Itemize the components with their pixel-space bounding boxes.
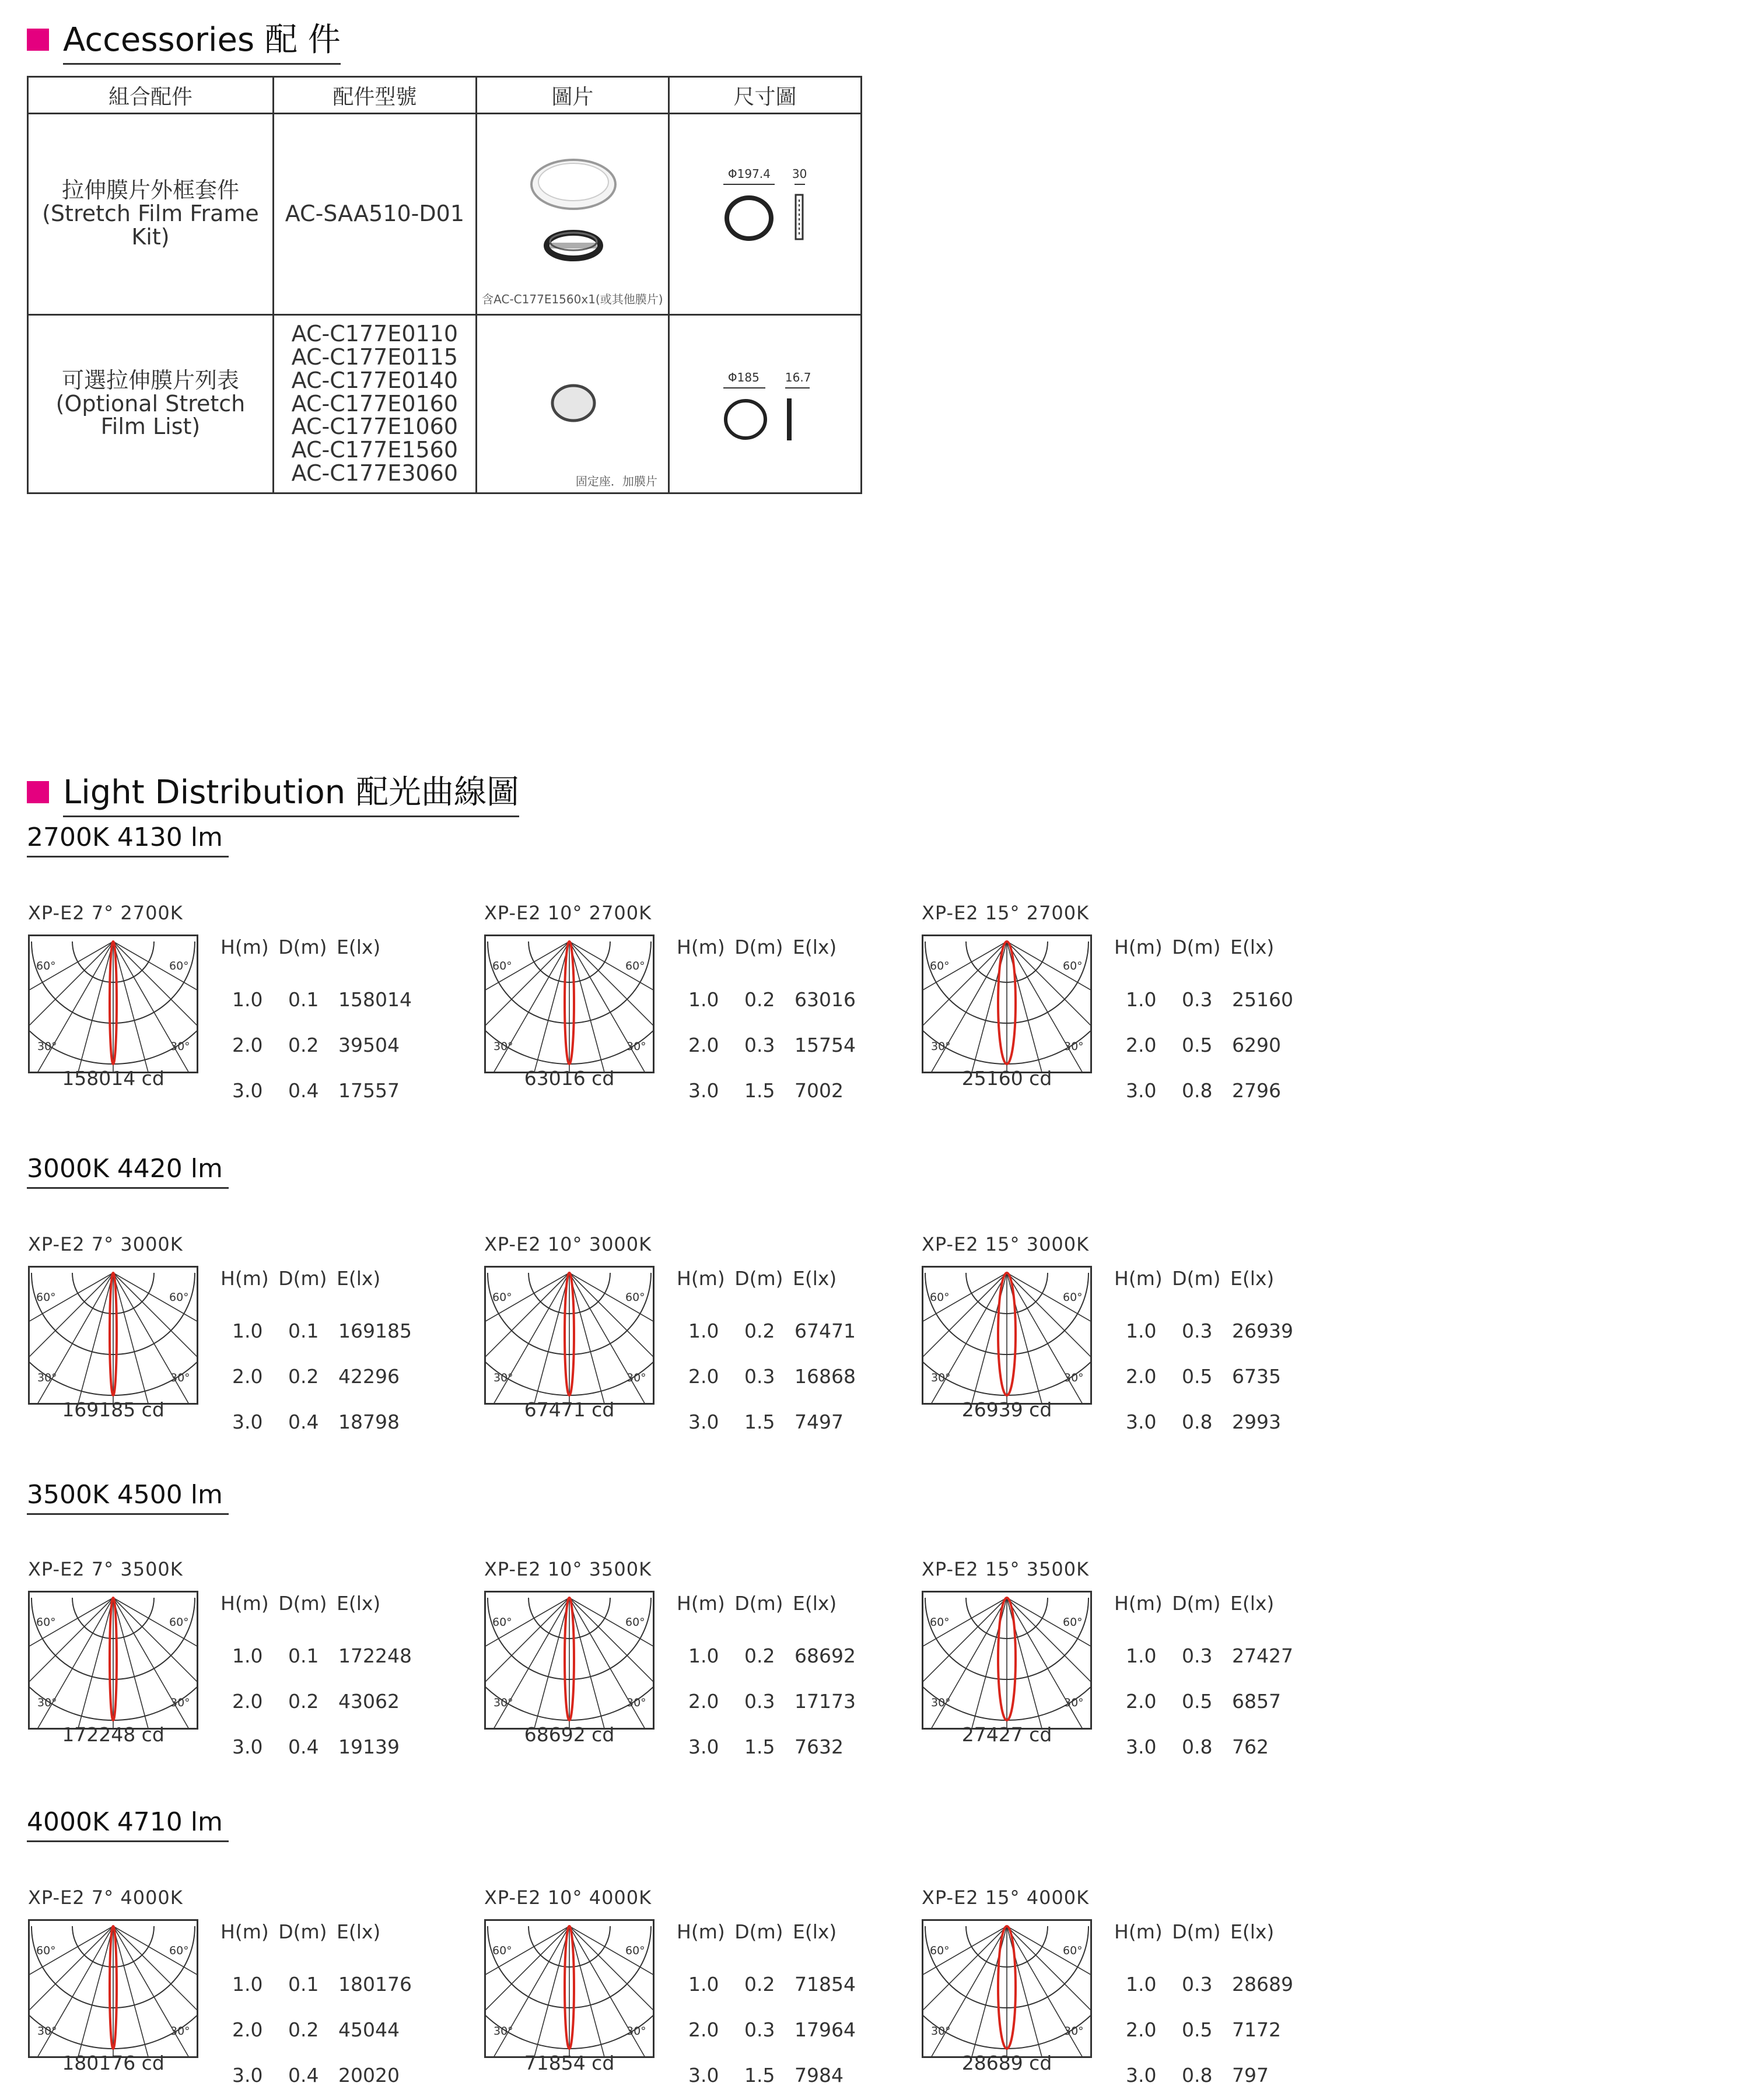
table-row: [28, 315, 862, 494]
kit-model-cell: [273, 114, 476, 315]
illuminance-value: 2796: [1232, 1079, 1281, 1102]
height-value: 3.0: [232, 1410, 263, 1433]
illuminance-table-header: H(m) D(m) E(lx): [1114, 1920, 1275, 1943]
angle-label: 30°: [931, 1696, 951, 1709]
group-title: 3500K 4500 lm: [27, 1480, 229, 1515]
peak-intensity-label: 68692 cd: [524, 1723, 615, 1746]
unit-label: XP-E2 7° 3500K: [28, 1558, 183, 1580]
height-value: 2.0: [1126, 1690, 1157, 1713]
film-image-note: 固定座．加膜片: [575, 474, 657, 488]
distance-value: 1.5: [744, 2064, 775, 2087]
illuminance-value: 42296: [338, 1365, 400, 1388]
height-value: 2.0: [232, 1034, 263, 1056]
illuminance-value: 172248: [338, 1644, 412, 1667]
distance-value: 0.8: [1182, 1735, 1213, 1758]
accessories-title: Accessories 配 件: [63, 14, 341, 65]
angle-label: 60°: [930, 1291, 950, 1304]
film-name-en-1: (Optional Stretch: [55, 390, 246, 416]
film-model: AC-C177E3060: [291, 460, 459, 487]
angle-label: 30°: [494, 1696, 513, 1709]
peak-intensity-label: 26939 cd: [961, 1398, 1052, 1421]
film-dimension-cell: [668, 315, 861, 494]
polar-chart: [484, 935, 654, 1073]
height-value: 1.0: [688, 1973, 719, 1996]
illuminance-table-header: H(m) D(m) E(lx): [1114, 936, 1275, 958]
angle-label: 60°: [169, 1291, 189, 1304]
angle-label: 60°: [492, 1291, 512, 1304]
accent-square-icon: [27, 29, 49, 51]
height-value: 2.0: [1126, 1365, 1157, 1388]
unit-label: XP-E2 15° 4000K: [922, 1887, 1090, 1909]
angle-label: 60°: [625, 1291, 645, 1304]
height-value: 3.0: [688, 2064, 719, 2087]
polar-chart: [484, 1591, 654, 1730]
distance-value: 0.5: [1182, 1365, 1213, 1388]
frame-kit-image: [515, 155, 632, 289]
distance-value: 0.2: [744, 1973, 775, 1996]
height-value: 2.0: [688, 1365, 719, 1388]
light-distribution-title: Light Distribution 配光曲線圖: [63, 766, 519, 817]
angle-label: 30°: [931, 1040, 951, 1053]
illuminance-table-header: H(m) D(m) E(lx): [1114, 1592, 1275, 1615]
height-value: 2.0: [232, 2018, 263, 2041]
illuminance-value: 26939: [1232, 1320, 1293, 1342]
angle-label: 60°: [36, 960, 56, 972]
angle-label: 60°: [492, 960, 512, 972]
height-value: 2.0: [688, 1690, 719, 1713]
polar-chart: [484, 1266, 654, 1405]
angle-label: 30°: [626, 1040, 646, 1053]
film-model: AC-C177E1560: [291, 437, 459, 463]
angle-label: 60°: [625, 960, 645, 972]
angle-label: 30°: [37, 1040, 57, 1053]
distance-value: 0.2: [288, 1034, 319, 1056]
illuminance-value: 762: [1232, 1735, 1269, 1758]
film-models-cell: [273, 315, 476, 494]
height-value: 2.0: [1126, 1034, 1157, 1056]
polar-chart: [922, 1919, 1092, 2058]
angle-label: 30°: [170, 1371, 190, 1384]
group-title: 3000K 4420 lm: [27, 1154, 229, 1189]
film-model: AC-C177E0115: [291, 344, 459, 370]
angle-label: 60°: [1063, 1944, 1083, 1957]
film-dim-height: 16.7: [785, 370, 811, 384]
angle-label: 60°: [930, 1944, 950, 1957]
illuminance-table-header: H(m) D(m) E(lx): [677, 936, 837, 958]
header-dimension: 尺寸圖: [668, 77, 861, 114]
film-image-cell: [476, 315, 668, 494]
angle-label: 30°: [626, 1696, 646, 1709]
height-value: 3.0: [688, 1735, 719, 1758]
unit-label: XP-E2 10° 4000K: [484, 1887, 652, 1909]
height-value: 3.0: [232, 2064, 263, 2087]
kit-image-cell: [476, 114, 668, 315]
illuminance-value: 169185: [338, 1320, 412, 1342]
illuminance-value: 6735: [1232, 1365, 1281, 1388]
illuminance-value: 19139: [338, 1735, 400, 1758]
height-value: 1.0: [232, 1320, 263, 1342]
illuminance-value: 43062: [338, 1690, 400, 1713]
polar-chart: [28, 935, 198, 1073]
kit-dim-diameter: Φ197.4: [727, 167, 771, 181]
film-image: [544, 380, 603, 426]
kit-dimension-drawing: [716, 182, 856, 264]
kit-name-cn: 拉伸膜片外框套件: [61, 177, 239, 204]
distance-value: 0.4: [288, 1410, 319, 1433]
illuminance-value: 7984: [794, 2064, 844, 2087]
angle-label: 60°: [1063, 960, 1083, 972]
kit-dimension-cell: [668, 114, 861, 315]
height-value: 3.0: [232, 1735, 263, 1758]
height-value: 1.0: [232, 1973, 263, 1996]
illuminance-value: 67471: [794, 1320, 856, 1342]
group-title: 2700K 4130 lm: [27, 822, 229, 858]
peak-intensity-label: 25160 cd: [961, 1067, 1052, 1090]
illuminance-value: 7632: [794, 1735, 844, 1758]
angle-label: 60°: [36, 1944, 56, 1957]
kit-name-cell: [28, 114, 274, 315]
illuminance-value: 158014: [338, 988, 412, 1011]
height-value: 1.0: [688, 1644, 719, 1667]
angle-label: 30°: [626, 1371, 646, 1384]
film-model: AC-C177E1060: [291, 414, 459, 440]
distance-value: 0.1: [288, 1973, 319, 1996]
illuminance-value: 39504: [338, 1034, 400, 1056]
polar-chart: [922, 935, 1092, 1073]
header-kit: 組合配件: [28, 77, 274, 114]
illuminance-value: 7172: [1232, 2018, 1281, 2041]
kit-image-note: 含AC-C177E1560x1(或其他膜片): [482, 292, 663, 306]
illuminance-value: 6290: [1232, 1034, 1281, 1056]
illuminance-table-header: H(m) D(m) E(lx): [1114, 1267, 1275, 1290]
height-value: 3.0: [688, 1079, 719, 1102]
illuminance-table-header: H(m) D(m) E(lx): [220, 936, 381, 958]
polar-chart: [28, 1591, 198, 1730]
peak-intensity-label: 27427 cd: [961, 1723, 1052, 1746]
accessories-table: [27, 76, 862, 494]
angle-label: 60°: [36, 1291, 56, 1304]
distance-value: 0.3: [1182, 1320, 1213, 1342]
illuminance-value: 16868: [794, 1365, 856, 1388]
height-value: 3.0: [232, 1079, 263, 1102]
distance-value: 0.5: [1182, 1690, 1213, 1713]
height-value: 2.0: [688, 2018, 719, 2041]
film-name-cn: 可選拉伸膜片列表: [61, 367, 239, 393]
height-value: 1.0: [232, 1644, 263, 1667]
kit-dim-height: 30: [792, 167, 807, 181]
illuminance-table-header: H(m) D(m) E(lx): [677, 1592, 837, 1615]
polar-chart: [922, 1591, 1092, 1730]
peak-intensity-label: 71854 cd: [524, 2052, 615, 2074]
film-dimension-drawing: [716, 386, 856, 450]
film-name-cell: [28, 315, 274, 494]
angle-label: 30°: [170, 1696, 190, 1709]
polar-chart: [922, 1266, 1092, 1405]
distance-value: 0.3: [744, 1034, 775, 1056]
illuminance-table-header: H(m) D(m) E(lx): [677, 1267, 837, 1290]
angle-label: 30°: [1064, 1040, 1084, 1053]
illuminance-table-header: H(m) D(m) E(lx): [220, 1267, 381, 1290]
group-title: 4000K 4710 lm: [27, 1807, 229, 1842]
angle-label: 30°: [494, 2025, 513, 2038]
peak-intensity-label: 172248 cd: [62, 1723, 164, 1746]
distance-value: 0.8: [1182, 1410, 1213, 1433]
height-value: 1.0: [232, 988, 263, 1011]
distance-value: 0.2: [288, 1365, 319, 1388]
unit-label: XP-E2 10° 2700K: [484, 902, 652, 924]
height-value: 2.0: [232, 1690, 263, 1713]
angle-label: 30°: [494, 1040, 513, 1053]
angle-label: 30°: [626, 2025, 646, 2038]
height-value: 2.0: [232, 1365, 263, 1388]
distance-value: 1.5: [744, 1410, 775, 1433]
illuminance-value: 17964: [794, 2018, 856, 2041]
height-value: 1.0: [688, 988, 719, 1011]
illuminance-value: 6857: [1232, 1690, 1281, 1713]
illuminance-value: 45044: [338, 2018, 400, 2041]
film-name-en-2: Film List): [100, 414, 201, 440]
angle-label: 30°: [37, 1696, 57, 1709]
table-row: [28, 114, 862, 315]
height-value: 3.0: [688, 1410, 719, 1433]
illuminance-value: 17173: [794, 1690, 856, 1713]
angle-label: 60°: [492, 1944, 512, 1957]
height-value: 3.0: [1126, 1735, 1157, 1758]
polar-chart: [28, 1266, 198, 1405]
distance-value: 0.4: [288, 1735, 319, 1758]
film-dim-diameter: Φ185: [727, 370, 760, 384]
kit-name-en: (Stretch Film Frame Kit): [42, 201, 259, 250]
distance-value: 0.2: [288, 2018, 319, 2041]
distance-value: 0.8: [1182, 1079, 1213, 1102]
angle-label: 60°: [625, 1616, 645, 1629]
distance-value: 1.5: [744, 1079, 775, 1102]
height-value: 3.0: [1126, 2064, 1157, 2087]
angle-label: 30°: [494, 1371, 513, 1384]
distance-value: 0.3: [1182, 988, 1213, 1011]
unit-label: XP-E2 7° 4000K: [28, 1887, 183, 1909]
peak-intensity-label: 63016 cd: [524, 1067, 615, 1090]
height-value: 3.0: [1126, 1410, 1157, 1433]
kit-model: AC-SAA510-D01: [285, 201, 465, 227]
illuminance-value: 27427: [1232, 1644, 1293, 1667]
illuminance-value: 180176: [338, 1973, 412, 1996]
distance-value: 0.5: [1182, 2018, 1213, 2041]
angle-label: 60°: [169, 1944, 189, 1957]
unit-label: XP-E2 15° 2700K: [922, 902, 1090, 924]
distance-value: 0.5: [1182, 1034, 1213, 1056]
angle-label: 60°: [169, 960, 189, 972]
distance-value: 0.1: [288, 1644, 319, 1667]
film-model: AC-C177E0160: [291, 390, 459, 416]
angle-label: 60°: [36, 1616, 56, 1629]
height-value: 1.0: [1126, 1320, 1157, 1342]
illuminance-value: 7497: [794, 1410, 844, 1433]
peak-intensity-label: 67471 cd: [524, 1398, 615, 1421]
accessories-heading: [27, 14, 341, 65]
illuminance-value: 797: [1232, 2064, 1269, 2087]
illuminance-table-header: H(m) D(m) E(lx): [220, 1920, 381, 1943]
height-value: 1.0: [1126, 988, 1157, 1011]
illuminance-value: 15754: [794, 1034, 856, 1056]
distance-value: 0.3: [1182, 1644, 1213, 1667]
peak-intensity-label: 28689 cd: [961, 2052, 1052, 2074]
distance-value: 0.2: [744, 1644, 775, 1667]
distance-value: 0.3: [744, 1690, 775, 1713]
distance-value: 0.2: [744, 1320, 775, 1342]
angle-label: 30°: [170, 1040, 190, 1053]
illuminance-value: 71854: [794, 1973, 856, 1996]
illuminance-value: 68692: [794, 1644, 856, 1667]
height-value: 1.0: [1126, 1644, 1157, 1667]
angle-label: 30°: [1064, 2025, 1084, 2038]
distance-value: 0.3: [744, 2018, 775, 2041]
angle-label: 60°: [169, 1616, 189, 1629]
illuminance-value: 28689: [1232, 1973, 1293, 1996]
height-value: 1.0: [688, 1320, 719, 1342]
height-value: 2.0: [688, 1034, 719, 1056]
illuminance-value: 2993: [1232, 1410, 1281, 1433]
illuminance-table-header: H(m) D(m) E(lx): [677, 1920, 837, 1943]
angle-label: 30°: [1064, 1371, 1084, 1384]
angle-label: 30°: [931, 2025, 951, 2038]
unit-label: XP-E2 15° 3500K: [922, 1558, 1090, 1580]
angle-label: 30°: [1064, 1696, 1084, 1709]
unit-label: XP-E2 7° 2700K: [28, 902, 183, 924]
film-model: AC-C177E0110: [291, 320, 459, 346]
header-image: 圖片: [476, 77, 668, 114]
distance-value: 0.8: [1182, 2064, 1213, 2087]
header-model: 配件型號: [273, 77, 476, 114]
angle-label: 30°: [170, 2025, 190, 2038]
film-model: AC-C177E0140: [291, 367, 459, 393]
unit-label: XP-E2 15° 3000K: [922, 1233, 1090, 1255]
illuminance-value: 7002: [794, 1079, 844, 1102]
accent-square-icon: [27, 781, 49, 803]
distance-value: 0.1: [288, 988, 319, 1011]
angle-label: 60°: [492, 1616, 512, 1629]
peak-intensity-label: 169185 cd: [62, 1398, 164, 1421]
angle-label: 60°: [625, 1944, 645, 1957]
illuminance-value: 25160: [1232, 988, 1293, 1011]
light-distribution-heading: [27, 766, 519, 817]
angle-label: 30°: [931, 1371, 951, 1384]
distance-value: 0.2: [288, 1690, 319, 1713]
polar-chart: [28, 1919, 198, 2058]
height-value: 2.0: [1126, 2018, 1157, 2041]
illuminance-value: 17557: [338, 1079, 400, 1102]
table-header-row: [28, 77, 862, 114]
angle-label: 30°: [37, 2025, 57, 2038]
angle-label: 60°: [930, 1616, 950, 1629]
peak-intensity-label: 180176 cd: [62, 2052, 164, 2074]
peak-intensity-label: 158014 cd: [62, 1067, 164, 1090]
angle-label: 60°: [1063, 1291, 1083, 1304]
unit-label: XP-E2 10° 3500K: [484, 1558, 652, 1580]
distance-value: 0.2: [744, 988, 775, 1011]
distance-value: 0.3: [744, 1365, 775, 1388]
illuminance-table-header: H(m) D(m) E(lx): [220, 1592, 381, 1615]
illuminance-value: 20020: [338, 2064, 400, 2087]
unit-label: XP-E2 7° 3000K: [28, 1233, 183, 1255]
unit-label: XP-E2 10° 3000K: [484, 1233, 652, 1255]
illuminance-value: 18798: [338, 1410, 400, 1433]
angle-label: 60°: [1063, 1616, 1083, 1629]
polar-chart: [484, 1919, 654, 2058]
height-value: 1.0: [1126, 1973, 1157, 1996]
distance-value: 0.3: [1182, 1973, 1213, 1996]
illuminance-value: 63016: [794, 988, 856, 1011]
distance-value: 1.5: [744, 1735, 775, 1758]
angle-label: 60°: [930, 960, 950, 972]
height-value: 3.0: [1126, 1079, 1157, 1102]
distance-value: 0.4: [288, 1079, 319, 1102]
distance-value: 0.4: [288, 2064, 319, 2087]
angle-label: 30°: [37, 1371, 57, 1384]
distance-value: 0.1: [288, 1320, 319, 1342]
